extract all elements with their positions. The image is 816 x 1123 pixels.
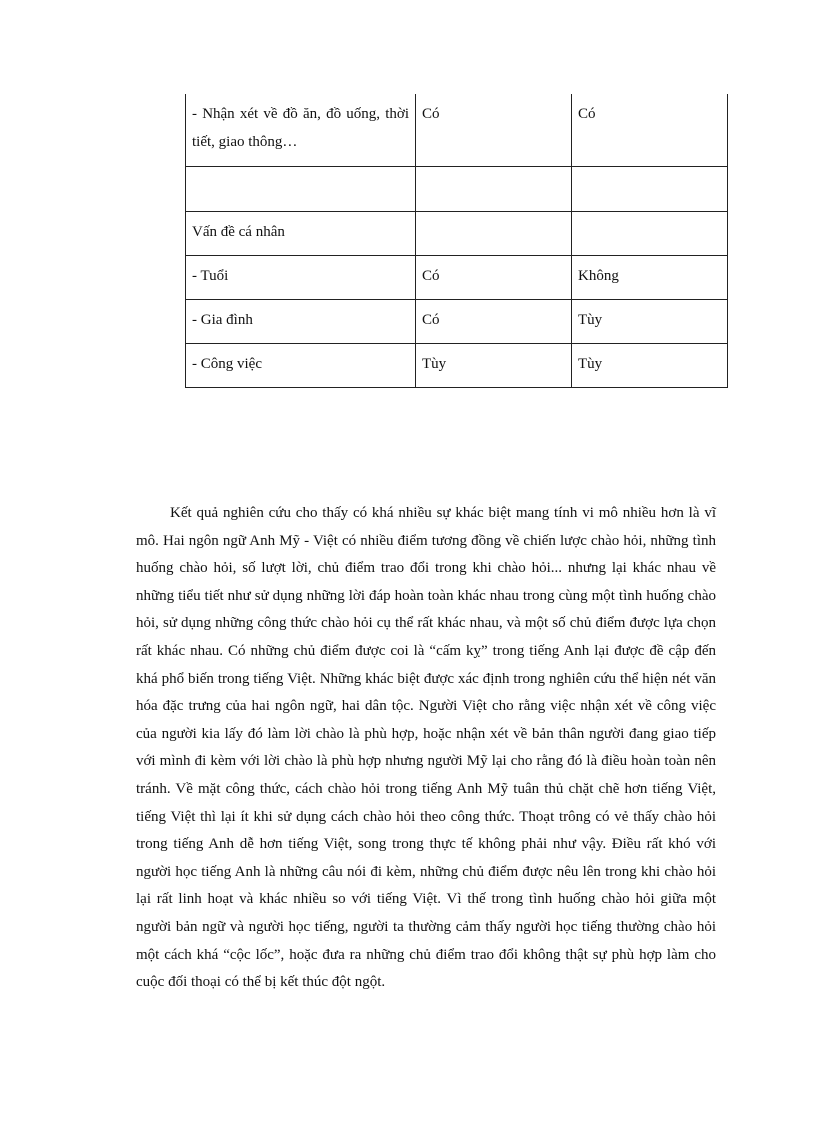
table-cell: Có — [416, 255, 572, 299]
table-row — [186, 211, 728, 255]
table-row — [186, 299, 728, 343]
table-cell — [416, 211, 572, 255]
table-cell: Có — [572, 94, 728, 166]
table-cell: Không — [572, 255, 728, 299]
table-cell: Tùy — [416, 343, 572, 387]
table-cell — [572, 166, 728, 211]
table-cell: Tùy — [572, 343, 728, 387]
table-cell — [186, 166, 416, 211]
table-cell: - Gia đình — [186, 299, 416, 343]
table-row — [186, 166, 728, 211]
table-cell — [416, 166, 572, 211]
table-cell: - Công việc — [186, 343, 416, 387]
table-cell: - Nhận xét về đồ ăn, đồ uống, thời tiết, giao thông… — [186, 94, 416, 166]
table-cell: Có — [416, 94, 572, 166]
table-cell: Vấn đề cá nhân — [186, 211, 416, 255]
table-row — [186, 255, 728, 299]
comparison-table — [185, 94, 728, 388]
table-cell: - Tuổi — [186, 255, 416, 299]
table-cell — [572, 211, 728, 255]
body-paragraph: Kết quả nghiên cứu cho thấy có khá nhiều sự khác biệt mang tính vi mô nhiều hơn là vĩ mô. Hai ngôn ngữ Anh Mỹ - Việt có nhiều điểm tương đồng về chiến lược chào hỏi, những tình huống chào hỏi, số lượt lời, chủ điểm trao đổi trong khi chào hỏi... nhưng lại khác nhau về những tiểu tiết như sử dụng những lời đáp hoàn toàn khác nhau trong cùng một tình huống chào hỏi, sử dụng những công thức chào hỏi cụ thể rất khác nhau, và một số chủ điểm được lựa chọn rất khác nhau. Có những chủ điểm được coi là “cấm kỵ” trong tiếng Anh lại được đề cập đến khá phổ biến trong tiếng Việt. Những khác biệt được xác định trong nghiên cứu thể hiện nét văn hóa đặc trưng của hai ngôn ngữ, hai dân tộc. Người Việt cho rằng việc nhận xét về công việc của người kia lấy đó làm lời chào là phù hợp, hoặc nhận xét về bản thân người đang giao tiếp với mình đi kèm với lời chào là phù hợp nhưng người Mỹ lại cho rằng đó là điều hoàn toàn nên tránh. Về mặt công thức, cách chào hỏi trong tiếng Anh Mỹ tuân thủ chặt chẽ hơn tiếng Việt, tiếng Việt thì lại ít khi sử dụng cách chào hỏi theo công thức. Thoạt trông có vẻ thấy chào hỏi trong tiếng Anh dễ hơn tiếng Việt, song trong thực tế không phải như vậy. Điều rất khó với người học tiếng Anh là những câu nói đi kèm, những chủ điểm được nêu lên trong khi chào hỏi lại rất linh hoạt và khác nhiều so với tiếng Việt. Vì thế trong tình huống chào hỏi giữa một người bản ngữ và người học tiếng, người ta thường cảm thấy người học tiếng thường chào hỏi một cách khá “cộc lốc”, hoặc đưa ra những chủ điểm trao đổi không thật sự phù hợp làm cho cuộc đối thoại có thể bị kết thúc đột ngột. — [136, 505, 716, 991]
table-row — [186, 343, 728, 387]
table-row — [186, 94, 728, 166]
table-cell: Tùy — [572, 299, 728, 343]
table-cell: Có — [416, 299, 572, 343]
